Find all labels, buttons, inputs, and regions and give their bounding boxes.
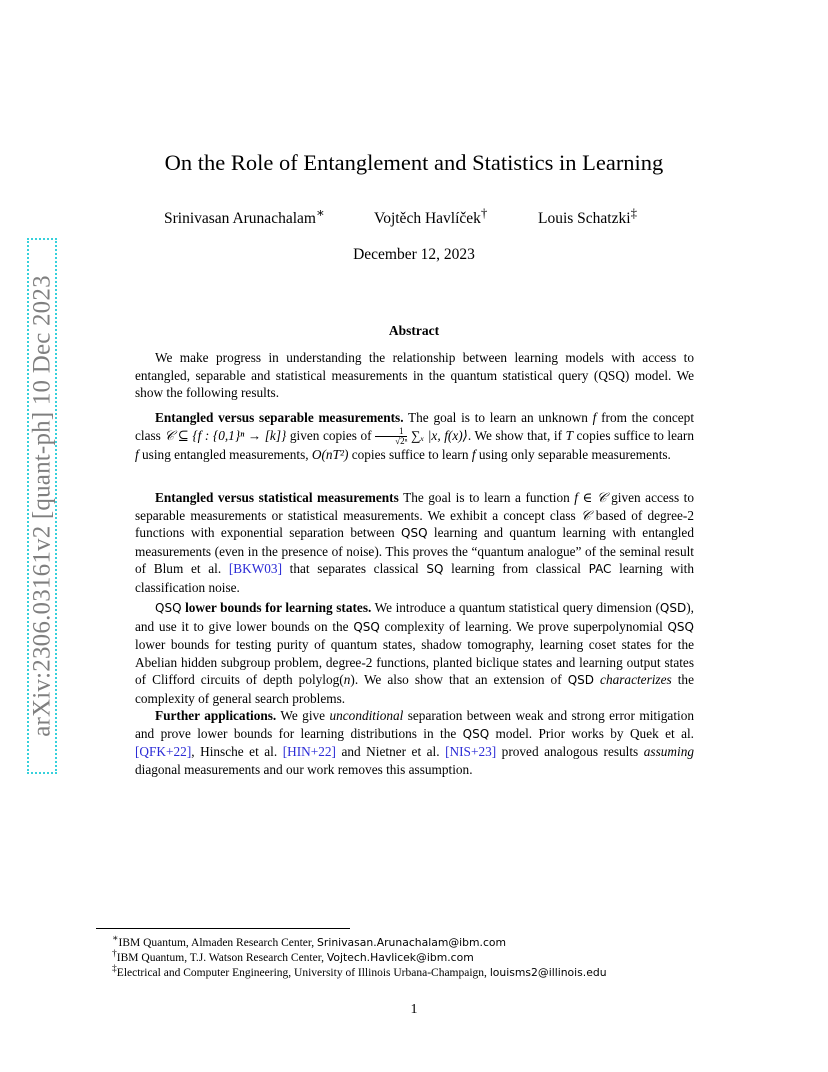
text-run: ). We also show that an extension of bbox=[350, 672, 568, 687]
text-run: . We show that, if bbox=[467, 427, 566, 443]
fraction-numerator: 1 bbox=[375, 427, 407, 437]
text-run: We introduce a quantum statistical query dimension ( bbox=[371, 600, 660, 615]
math-expression: ∑ₓ |x, f(x)⟩ bbox=[410, 427, 468, 443]
abstract-paragraph-1 bbox=[135, 349, 694, 402]
text-run: diagonal measurements and our work removes this assumption. bbox=[135, 761, 473, 777]
paper-date: December 12, 2023 bbox=[353, 246, 475, 263]
author-name: Srinivasan Arunachalam bbox=[164, 210, 316, 228]
text-run: separation between weak and strong error mitigation and prove lower bounds for learning distributions in the bbox=[135, 708, 695, 741]
abstract-text: We make progress in understanding the relationship between learning models with access to entangled, separable and statistical measurements in the quantum statistical query (QSQ) model. We show the following results. bbox=[135, 350, 694, 400]
sq-label: SQ bbox=[426, 562, 444, 576]
abstract-heading: Abstract bbox=[388, 323, 440, 338]
text-run: the complexity of general search problems. bbox=[135, 672, 694, 706]
email-link[interactable]: Srinivasan.Arunachalam@ibm.com bbox=[317, 935, 507, 949]
math-expression: O(nT²) bbox=[311, 446, 349, 462]
text-run: complexity of learning. We prove superpolynomial bbox=[379, 618, 668, 634]
citation-link[interactable]: [NIS+23] bbox=[445, 744, 497, 759]
author-name: Louis Schatzki bbox=[538, 210, 631, 228]
arxiv-stamp-text: arXiv:2306.03161v2 [quant-ph] 10 Dec 2023 bbox=[28, 275, 56, 737]
text-run: , Hinsche et al. bbox=[191, 744, 283, 759]
text-run: The goal is to learn a function bbox=[398, 490, 575, 505]
qsq-label: QSQ bbox=[401, 526, 428, 540]
emphasis-text: assuming bbox=[643, 744, 694, 759]
qsq-label: QSQ bbox=[155, 601, 182, 615]
text-run: that separates classical bbox=[282, 561, 427, 576]
text-run: learning with classification noise. bbox=[135, 561, 694, 595]
qsq-label: QSQ bbox=[353, 619, 380, 634]
text-run: We give bbox=[276, 708, 330, 723]
text-run: learning and quantum learning with entangled measurements (even in the presence of noise). This proves the “quantum analogue” of the seminal result of Blum et al. bbox=[135, 525, 694, 576]
math-expression: 𝒞 ⊆ {f : {0,1}ⁿ → [k]} bbox=[164, 427, 287, 443]
text-run: The goal is to learn an unknown bbox=[403, 410, 593, 425]
math-var: 𝒞 bbox=[580, 507, 591, 523]
abstract-paragraph-3 bbox=[135, 489, 694, 596]
footnote-2 bbox=[112, 948, 474, 964]
text-run: copies suffice to learn bbox=[348, 446, 472, 462]
text-run: based of degree-2 functions with exponential separation between bbox=[135, 507, 694, 540]
pac-label: PAC bbox=[588, 562, 612, 576]
author-mark: ∗ bbox=[315, 205, 325, 220]
paper-title: On the Role of Entanglement and Statistics in Learning bbox=[164, 150, 664, 175]
footnote-text: IBM Quantum, T.J. Watson Research Center, bbox=[116, 951, 327, 964]
citation-link[interactable]: [BKW03] bbox=[228, 561, 283, 576]
footnote-1 bbox=[112, 933, 506, 949]
author-2 bbox=[374, 205, 487, 228]
text-run: model. Prior works by Quek et al. bbox=[489, 725, 695, 741]
citation-link[interactable]: [HIN+22] bbox=[282, 744, 336, 759]
math-expression: f ∈ 𝒞 bbox=[574, 490, 607, 505]
footnote-mark: † bbox=[112, 948, 117, 959]
fraction-denominator: √2ⁿ bbox=[395, 435, 408, 446]
qsq-label: QSQ bbox=[462, 726, 490, 741]
math-fraction bbox=[375, 427, 407, 446]
text-run: given copies of bbox=[286, 427, 376, 443]
math-var: f bbox=[592, 410, 597, 425]
paragraph-heading: lower bounds for learning states. bbox=[181, 600, 372, 615]
text-run: copies suffice to learn bbox=[572, 427, 695, 443]
text-run: proved analogous results bbox=[496, 744, 644, 759]
footnote-text: IBM Quantum, Almaden Research Center, bbox=[118, 936, 318, 949]
footnote-rule bbox=[96, 928, 350, 929]
author-mark: ‡ bbox=[630, 205, 638, 220]
footnote-3 bbox=[112, 963, 607, 979]
text-run: lower bounds for testing purity of quantum states, shadow tomography, learning coset states for the Abelian hidden subgroup problem, degree-2 functions, planted biclique states and learning output states of Clifford circuits of depth polylog( bbox=[135, 637, 694, 687]
footnote-mark: ∗ bbox=[112, 933, 119, 944]
emphasis-text: characterizes bbox=[594, 672, 672, 687]
footnote-mark: ‡ bbox=[112, 963, 117, 974]
author-mark: † bbox=[480, 205, 488, 220]
author-3 bbox=[538, 205, 637, 228]
text-run: ), and use it to give lower bounds on the bbox=[135, 600, 694, 634]
qsq-label: QSQ bbox=[667, 619, 694, 634]
abstract-paragraph-4 bbox=[135, 599, 694, 707]
email-link[interactable]: Vojtech.Havlicek@ibm.com bbox=[326, 950, 474, 964]
text-run: learning from classical bbox=[443, 561, 589, 576]
abstract-paragraph-5 bbox=[135, 707, 694, 778]
math-var: T bbox=[565, 427, 573, 443]
arxiv-stamp bbox=[22, 236, 62, 776]
text-run: from the concept class bbox=[135, 410, 695, 443]
email-link[interactable]: louisms2@illinois.edu bbox=[489, 965, 607, 979]
qsd-label: QSD bbox=[567, 673, 594, 687]
math-var: n bbox=[343, 672, 351, 687]
footnote-text: Electrical and Computer Engineering, University of Illinois Urbana-Champaign, bbox=[116, 966, 490, 979]
abstract-paragraph-2 bbox=[135, 409, 694, 463]
math-var: f bbox=[471, 446, 476, 462]
paragraph-heading: Entangled versus separable measurements. bbox=[155, 410, 404, 425]
citation-link[interactable]: [QFK+22] bbox=[135, 744, 192, 759]
emphasis-text: unconditional bbox=[329, 708, 404, 723]
author-name: Vojtěch Havlíček bbox=[374, 210, 481, 228]
text-run: given access to separable measurements or statistical measurements. We exhibit a concept class bbox=[135, 490, 694, 523]
text-run: using entangled measurements, bbox=[138, 446, 312, 462]
qsd-label: QSD bbox=[659, 601, 687, 615]
paragraph-heading: Entangled versus statistical measurements bbox=[155, 490, 399, 505]
text-run: and Nietner et al. bbox=[335, 744, 446, 759]
paragraph-heading: Further applications. bbox=[155, 708, 277, 723]
text-run: using only separable measurements. bbox=[475, 446, 671, 462]
page-number: 1 bbox=[410, 1002, 418, 1017]
math-var: f bbox=[135, 446, 139, 462]
author-1 bbox=[164, 205, 325, 228]
